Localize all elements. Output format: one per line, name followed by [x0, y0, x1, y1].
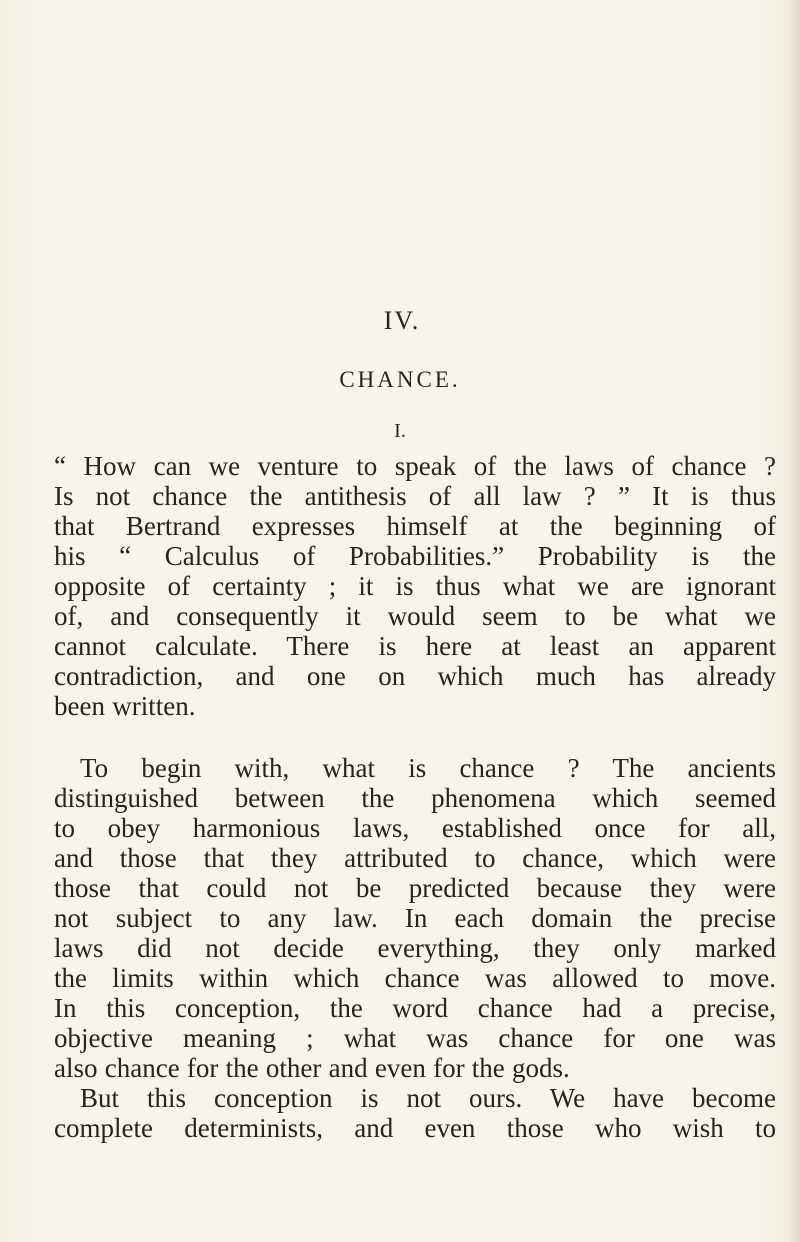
text-line: to obey harmonious laws, established once for all,	[54, 813, 776, 843]
text-line: To begin with, what is chance ? The ancients	[80, 753, 776, 783]
paragraph-1	[54, 451, 776, 721]
text-line: opposite of certainty ; it is thus what we are ignorant	[54, 571, 776, 601]
text-line: contradiction, and one on which much has already	[54, 661, 776, 691]
section-number: I.	[394, 420, 406, 442]
text-line: of, and consequently it would seem to be what we	[54, 601, 776, 631]
text-line: his “ Calculus of Probabilities.” Probability is the	[54, 541, 776, 571]
chapter-number: IV.	[383, 306, 421, 335]
text-line: distinguished between the phenomena which seemed	[54, 783, 776, 813]
text-line: Is not chance the antithesis of all law ? ” It is thus	[54, 481, 776, 511]
text-line: In this conception, the word chance had a precise,	[54, 993, 776, 1023]
text-line: also chance for the other and even for the gods.	[54, 1053, 570, 1083]
text-line: been written.	[54, 691, 196, 721]
text-line: But this conception is not ours. We have become	[80, 1083, 776, 1113]
chapter-title: CHANCE.	[339, 367, 461, 392]
text-line: the limits within which chance was allowed to move.	[54, 963, 776, 993]
page-edge-shadow	[788, 0, 800, 1242]
text-line: that Bertrand expresses himself at the beginning of	[54, 511, 776, 541]
text-line: complete determinists, and even those who wish to	[54, 1113, 776, 1143]
text-line: cannot calculate. There is here at least an apparent	[54, 631, 776, 661]
text-line: “ How can we venture to speak of the laws of chance ?	[54, 451, 776, 481]
text-line: and those that they attributed to chance, which were	[54, 843, 776, 873]
text-line: those that could not be predicted because they were	[54, 873, 776, 903]
text-line: laws did not decide everything, they only marked	[54, 933, 776, 963]
text-line: not subject to any law. In each domain the precise	[54, 903, 776, 933]
paragraph-2	[54, 753, 776, 1143]
text-line: objective meaning ; what was chance for one was	[54, 1023, 776, 1053]
